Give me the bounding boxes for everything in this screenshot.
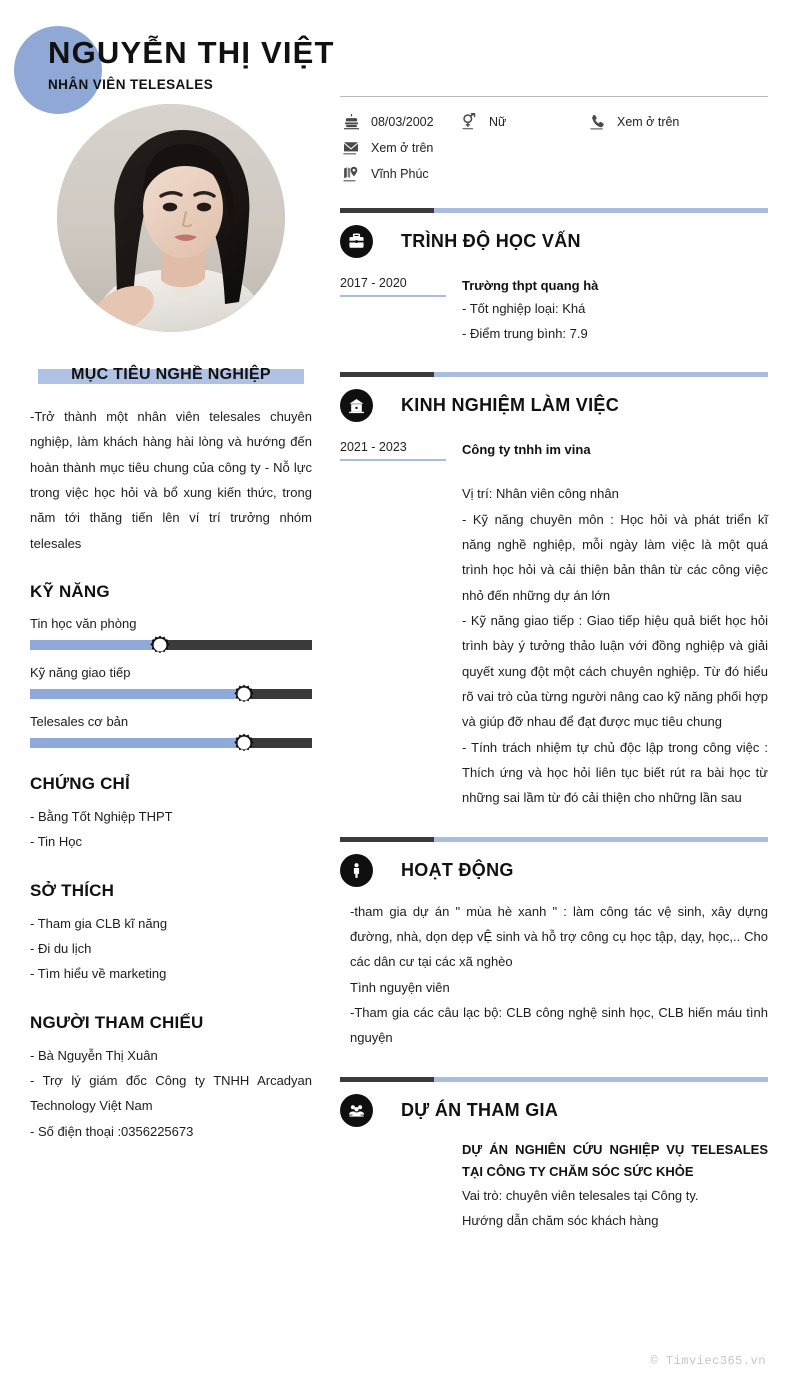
list-item: - Tham gia CLB kĩ năng — [30, 915, 168, 931]
education-date: 2017 - 2020 — [340, 276, 446, 297]
projects-details — [340, 1139, 768, 1234]
section-skills-title: KỸ NĂNG — [30, 582, 110, 602]
contact-address — [340, 166, 429, 182]
section-divider — [340, 372, 768, 377]
skill-fill — [30, 689, 244, 699]
briefcase-icon — [340, 225, 373, 258]
skill-label: Telesales cơ bản — [30, 714, 129, 730]
section-projects — [340, 1077, 768, 1234]
list-item: - Bà Nguyễn Thị Xuân — [30, 1047, 158, 1063]
skill-fill — [30, 640, 160, 650]
skill-fill — [30, 738, 244, 748]
skill-item — [30, 714, 312, 748]
section-title-text: MỤC TIÊU NGHỀ NGHIỆP — [71, 366, 271, 383]
education-detail: - Tốt nghiệp loại: Khá — [462, 300, 586, 316]
skill-label: Tin học văn phòng — [30, 616, 137, 632]
main-content — [340, 0, 800, 1234]
section-title-text: TRÌNH ĐỘ HỌC VẤN — [401, 231, 581, 251]
skill-slider-handle[interactable] — [150, 635, 170, 655]
contact-birthday-value: 08/03/2002 — [371, 114, 434, 129]
contact-gender-value: Nữ — [489, 114, 507, 129]
phone-icon — [586, 114, 608, 130]
contact-row — [340, 141, 768, 155]
section-activities — [340, 837, 768, 1051]
objective-text: -Trở thành một nhân viên telesales chuyên nghiệp, làm khách hàng hài lòng và hướng đến hoàn thành mục tiêu chung của công ty - Nỗ lực trong việc học hỏi và bổ xung kiến thức, trong năm tới thăng tiến lên ví trí trưởng nhóm telesales — [30, 409, 312, 551]
section-experience — [340, 372, 768, 810]
section-divider — [340, 1077, 768, 1082]
list-item: - Số điện thoại :0356225673 — [30, 1123, 194, 1139]
section-header — [340, 1094, 768, 1127]
experience-company: Công ty tnhh im vina — [462, 442, 591, 458]
skills-list — [30, 616, 312, 748]
contact-email-value: Xem ở trên — [371, 141, 434, 155]
section-title-text: HOẠT ĐỘNG — [401, 859, 514, 880]
education-school: Trường thpt quang hà — [462, 278, 599, 293]
project-detail: Hướng dẫn chăm sóc khách hàng — [462, 1213, 659, 1229]
section-title-text: KINH NGHIỆM LÀM VIỆC — [401, 395, 620, 416]
name-block — [48, 36, 335, 92]
section-divider — [340, 837, 768, 842]
experience-entry — [340, 440, 768, 461]
skill-slider[interactable] — [30, 640, 312, 650]
activity-paragraph: Tình nguyện viên — [350, 979, 450, 995]
section-hobbies-title: SỞ THÍCH — [30, 880, 115, 900]
contact-row — [340, 113, 768, 130]
education-entry — [340, 276, 768, 346]
activity-paragraph: -Tham gia các câu lạc bộ: CLB công nghệ sinh học, CLB hiến máu tình nguyện — [350, 1005, 768, 1046]
experience-body — [446, 440, 768, 461]
education-detail: - Điểm trung bình: 7.9 — [462, 325, 588, 341]
hobbies-list — [30, 911, 312, 987]
skill-slider-handle[interactable] — [234, 733, 254, 753]
sidebar — [0, 104, 330, 1144]
contact-birthday — [340, 114, 458, 130]
avatar — [57, 104, 285, 332]
person-icon — [340, 854, 373, 887]
project-detail: Vai trò: chuyên viên telesales tại Công ty. — [462, 1187, 699, 1203]
page-title: NGUYỄN THỊ VIỆT — [48, 35, 335, 70]
section-objective-title — [30, 366, 312, 388]
skill-slider-handle[interactable] — [234, 684, 254, 704]
section-header — [340, 225, 768, 258]
list-item: - Bằng Tốt Nghiệp THPT — [30, 809, 173, 825]
experience-position: Vị trí: Nhân viên công nhân — [462, 486, 619, 502]
project-name: DỰ ÁN NGHIÊN CỨU NGHIỆP VỤ TELESALES TẠI CÔNG TY CHĂM SÓC SỨC KHỎE — [462, 1141, 768, 1179]
activity-paragraph: -tham gia dự án " mùa hè xanh " : làm công tác vệ sinh, xây dựng đường, nhà, dọn dẹp vỆ sinh và hỗ trợ công cụ học tập, dạy, học,.. Cho các dân cư tại các xã nghèo — [350, 903, 768, 970]
section-header — [340, 389, 768, 422]
section-education — [340, 208, 768, 346]
list-item: - Tìm hiểu về marketing — [30, 966, 167, 982]
section-divider — [340, 208, 768, 213]
section-title-text: DỰ ÁN THAM GIA — [401, 1099, 559, 1120]
skill-slider[interactable] — [30, 738, 312, 748]
skill-item — [30, 665, 312, 699]
contact-row — [340, 166, 768, 182]
office-building-icon — [340, 389, 373, 422]
envelope-icon — [340, 141, 362, 155]
experience-paragraph: - Kỹ năng chuyên môn : Học hỏi và phát triển kĩ năng nghề nghiệp, mỗi ngày làm việc là một quá trình học hỏi và cải thiện bản thân từ các công việc nhỏ đến những dự án lớn — [462, 511, 768, 603]
map-pin-icon — [340, 166, 362, 182]
job-title: NHÂN VIÊN TELESALES — [48, 77, 214, 93]
section-header — [340, 854, 768, 887]
activities-details — [340, 899, 768, 1051]
contact-phone — [586, 114, 679, 130]
section-certificates-title: CHỨNG CHỈ — [30, 774, 130, 794]
list-item: - Đi du lịch — [30, 941, 92, 957]
skill-label: Kỹ năng giao tiếp — [30, 665, 131, 681]
watermark: © Timviec365.vn — [650, 1354, 766, 1368]
contact-phone-value: Xem ở trên — [617, 114, 680, 129]
experience-date: 2021 - 2023 — [340, 440, 446, 461]
section-references-title: NGƯỜI THAM CHIẾU — [30, 1012, 204, 1032]
contact-email — [340, 141, 433, 155]
experience-paragraph: - Kỹ năng giao tiếp : Giao tiếp hiệu quả biết học hỏi trình bày ý tưởng thảo luận với đồng nghiệp và giải quyết xung đột một cách chuyên nghiệp. Từ đó hiểu rõ vai trò của từng người nâng cao kỹ năng phối hợp và giúp đỡ nhau để đạt được mục tiêu chung — [462, 612, 768, 730]
contact-address-value: Vĩnh Phúc — [371, 167, 429, 181]
references-list — [30, 1043, 312, 1144]
experience-paragraph: - Tính trách nhiệm tự chủ độc lập trong công việc : Thích ứng và học hỏi liên tục biết rút ra bài học từ những sai lầm từ đó cải thiện cho những lần sau — [462, 739, 768, 806]
header-divider — [340, 96, 768, 97]
certificates-list — [30, 804, 312, 855]
list-item: - Tin Học — [30, 834, 83, 850]
experience-details — [340, 481, 768, 810]
contact-info — [340, 113, 768, 182]
people-group-icon — [340, 1094, 373, 1127]
education-body — [446, 276, 768, 346]
cake-icon — [340, 114, 362, 130]
skill-slider[interactable] — [30, 689, 312, 699]
contact-gender — [458, 113, 586, 130]
skill-item — [30, 616, 312, 650]
list-item: - Trợ lý giám đốc Công ty TNHH Arcadyan Technology Việt Nam — [30, 1073, 312, 1114]
gender-icon — [458, 113, 480, 130]
